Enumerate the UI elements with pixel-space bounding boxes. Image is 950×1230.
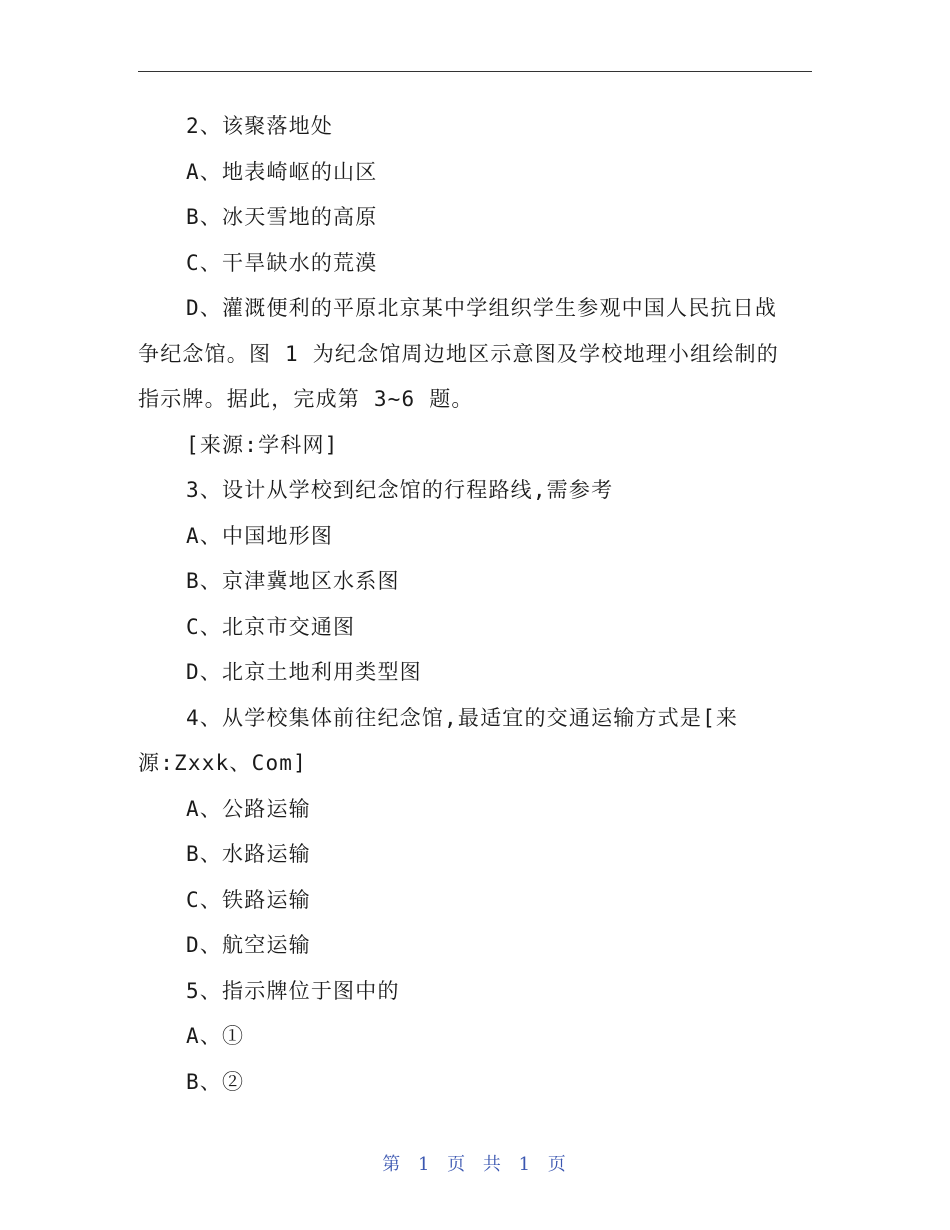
passage-line: 争纪念馆。图 1 为纪念馆周边地区示意图及学校地理小组绘制的: [138, 341, 779, 366]
question-3-stem: 3、设计从学校到纪念馆的行程路线,需参考: [186, 478, 614, 502]
question-4-option-b: B、水路运输: [186, 842, 311, 866]
footer-total-pages: 1: [518, 1154, 533, 1175]
question-4-stem-continued: 源:Zxxk、Com]: [138, 751, 307, 775]
question-5-stem: 5、指示牌位于图中的: [186, 978, 400, 1003]
question-4-option-a: A、公路运输: [186, 796, 311, 821]
question-5-option-b: B、②: [186, 1069, 245, 1094]
question-2-option-d: D、灌溉便利的平原北京某中学组织学生参观中国人民抗日战: [186, 296, 778, 320]
header-rule: [138, 71, 812, 72]
page-footer: [0, 1150, 950, 1176]
question-5-option-a: A、①: [186, 1024, 245, 1048]
question-3-option-c: C、北京市交通图: [186, 614, 356, 639]
question-3-option-a: A、中国地形图: [186, 523, 334, 548]
question-3-option-b: B、京津冀地区水系图: [186, 569, 400, 593]
question-3-option-d: D、北京土地利用类型图: [186, 660, 422, 684]
footer-total-unit: 页: [547, 1154, 568, 1175]
footer-page-label: 第: [382, 1154, 403, 1175]
footer-total-label: 共: [482, 1154, 503, 1175]
source-note: [来源:学科网]: [186, 432, 339, 457]
question-2-option-a: A、地表崎岖的山区: [186, 159, 378, 184]
question-2-option-b: B、冰天雪地的高原: [186, 205, 378, 229]
footer-page-unit: 页: [447, 1154, 468, 1175]
passage-line: 指示牌。据此，完成第 3~6 题。: [138, 387, 474, 411]
question-4-stem: 4、从学校集体前往纪念馆,最适宜的交通运输方式是[来: [186, 705, 739, 730]
footer-current-page: 1: [417, 1154, 432, 1175]
question-4-option-c: C、铁路运输: [186, 887, 311, 912]
question-2-stem: 2、该聚落地处: [186, 114, 334, 138]
question-4-option-d: D、航空运输: [186, 933, 311, 957]
document-body: [138, 104, 812, 1105]
question-2-option-c: C、干旱缺水的荒漠: [186, 250, 378, 275]
